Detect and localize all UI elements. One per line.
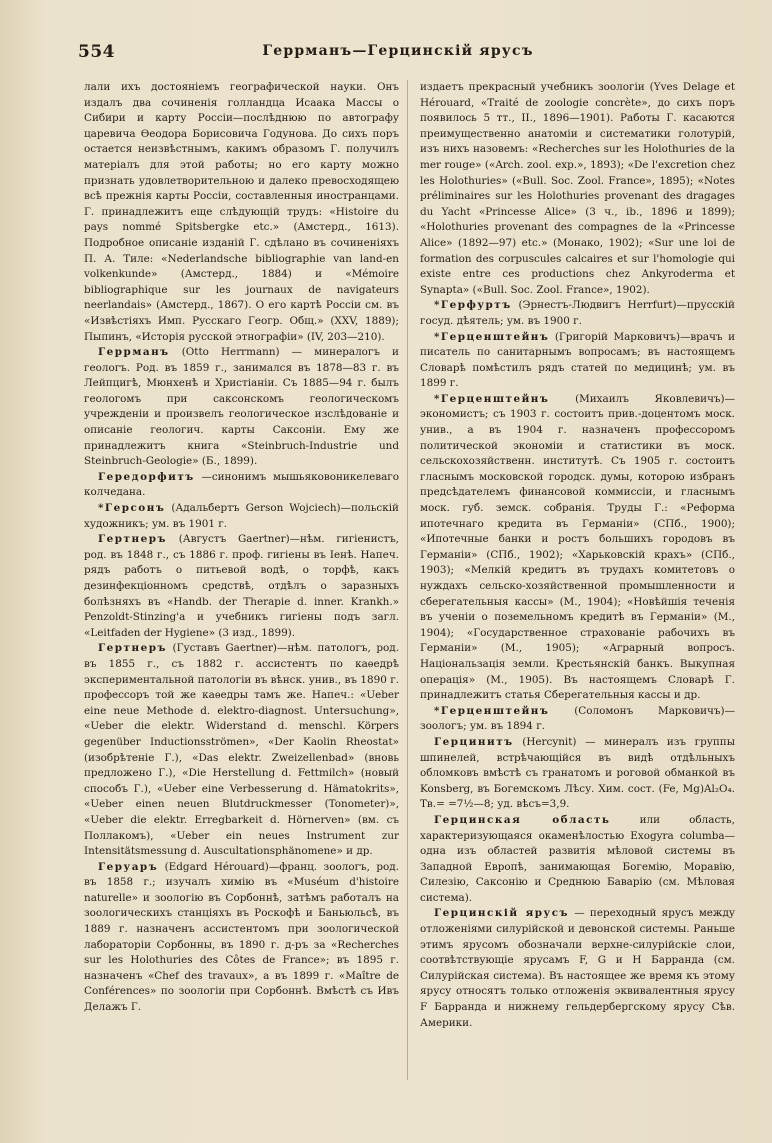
page-header [78, 42, 718, 66]
entry-text: (Адальбертъ Gerson Wojciech)—польскій художникъ; ум. въ 1901 г. [84, 502, 399, 530]
dictionary-entry [420, 906, 735, 1031]
dictionary-entry [420, 735, 735, 813]
entry-headword: *Герсонъ [98, 502, 166, 515]
entry-text: — переходный ярусъ между отложеніями силурійской и девонской системы. Раньше этимъ ярусомъ обозначали верхне-силурійскіе слои, соотвѣтствующіе ярусамъ F, G и H Барранда (см. Силурійская система). Въ настоящее же время къ этому ярусу относятъ только отложенія эквивалентныя ярусу F Барранда и нижнему гельдербергскому ярусу Сѣв. Америки. [420, 907, 735, 1029]
entry-continuation [420, 80, 735, 298]
entry-headword: *Герценштейнъ [434, 704, 550, 717]
left-column [84, 80, 399, 1016]
entry-headword: Геруаръ [98, 860, 159, 873]
entry-text: (Михаилъ Яковлевичъ)—экономистъ; съ 1903 г. состоитъ прив.-доцентомъ моск. унив., а въ 1904 г. назначенъ профессоромъ политической экономіи и статистики въ моск. сельскохозяйственн. институтѣ. Съ 1905 г. состоитъ гласнымъ московской городск. думы, которою избранъ предсѣдателемъ финансовой коммиссіи, и гласнымъ моск. губ. земск. собранія. Труды Г.: «Реформа ипотечнаго кредита въ Германіи» (СПб., 1900); «Ипотечные банки и ростъ большихъ городовъ въ Германіи» (СПб., 1902); «Харьковскій крахъ» (СПб., 1903); «Мелкій кредитъ въ трудахъ комитетовъ о нуждахъ сельско-хозяйственной промышленности и сберегательныя кассы» (М., 1904); «Новѣйшія теченія въ ученіи о поземельномъ кредитѣ въ Германіи» (М., 1904); «Государственное страхованіе рабочихъ въ Германіи» (М., 1905); «Аграрный вопросъ. Національзація земли. Крестьянскій банкъ. Выкупная операція» (М., 1905). Въ настоящемъ Словарѣ Г. принадлежитъ статья Сберегательныя кассы и др. [420, 392, 735, 702]
page-number: 554 [78, 42, 115, 62]
entry-text: (Густавъ Gaertner)—нѣм. патологъ, род. въ 1855 г., съ 1882 г. ассистентъ по каѳедрѣ экспериментальной патологіи въ вѣнск. унив., въ 1890 г. профессоръ той же каѳедры тамъ же. Напеч.: «Ueber eine neue Methode d. elektro-diagnost. Untersuchung», «Ueber die elektr. Widerstand d. menschl. Körpers gegenüber Inductionsströmen», «Der Kaolin Rheostat» (изобрѣтеніе Г.), «Das elektr. Zweizellenbad» (вновь предложено Г.), «Die Herstellung d. Fettmilch» (новый способъ Г.), «Ueber eine Verbesserung d. Hämatokrits», «Ueber einen neuen Blutdruckmesser (Tonometer)», «Ueber die elektr. Erregbarkeit d. Hörnerven» (вм. съ Поллакомъ), «Ueber ein neues Instrument zur Intensitätsmessung d. Auscultationsphänomene» и др. [84, 642, 399, 858]
entry-headword: Гертнеръ [98, 642, 167, 655]
dictionary-entry [84, 345, 399, 470]
dictionary-entry [420, 298, 735, 329]
entry-text: (Григорій Марковичъ)—врачъ и писатель по санитарнымъ вопросамъ; въ настоящемъ Словарѣ помѣстилъ рядъ статей по медицинѣ; ум. въ 1899 г. [420, 330, 735, 390]
entry-headword: *Герценштейнъ [434, 392, 550, 405]
entry-headword: Герцинскій ярусъ [434, 907, 569, 920]
dictionary-entry [420, 813, 735, 907]
dictionary-entry [84, 501, 399, 532]
entry-text: лали ихъ достояніемъ географической науки. Онъ издалъ два сочиненія голландца Исаака Массы о Сибири и карту Россіи—послѣднюю по автографу царевича Өеодора Борисовича Годунова. До сихъ поръ остается неизвѣстнымъ, какимъ образомъ Г. получилъ матеріалъ для этой работы; но его карту можно признать удовлетворительною и далеко превосходящею всѣ прежнія карты Россіи, составленныя иностранцами. Г. принадлежитъ еще слѣдующій трудъ: «Histoire du pays nommé Spitsbergke etc.» (Амстерд., 1613). Подробное описаніе изданій Г. сдѣлано въ сочиненіяхъ П. А. Тиле: «Nederlandsche bibliographie van land-en volkenkunde» (Амстерд., 1884) и «Mémoire bibliographique sur les journaux de navigateurs neerlandais» (Амстерд., 1867). О его картѣ Россіи см. въ «Извѣстіяхъ Имп. Русскаго Геогр. Общ.» (XXV, 1889); Пыпинъ, «Исторія русской этнографіи» (IV, 203—210). [84, 81, 399, 343]
dictionary-entry [420, 330, 735, 392]
entry-text: (Августъ Gaertner)—нѣм. гигіенистъ, род. въ 1848 г., съ 1886 г. проф. гигіены въ Іенѣ. Напеч. рядъ работъ о питьевой водѣ, о торфѣ, какъ дезинфекціонномъ средствѣ, отдѣлъ о заразныхъ болѣзняхъ въ «Handb. der Therapie d. inner. Krankh.» Penzoldt-Stinzing'a и учебникъ гигіены подъ загл. «Leitfaden der Hygiene» (3 изд., 1899). [84, 533, 399, 639]
entry-text: (Otto Herrmann) — минералогъ и геологъ. Род. въ 1859 г., занимался въ 1878—83 г. въ Лейпцигѣ, Мюнхенѣ и Христіаніи. Съ 1885—94 г. былъ геологомъ при саксонскомъ геологическомъ учрежденіи и произвелъ геологическое изслѣдованіе и описаніе геологич. карты Саксоніи. Ему же принадлежитъ книга «Steinbruch-Industrie und Steinbruch-Geologie» (Б., 1899). [84, 346, 399, 468]
column-divider [407, 80, 408, 1080]
entry-headword: Герцинитъ [434, 735, 514, 748]
dictionary-entry [84, 532, 399, 641]
dictionary-entry [84, 641, 399, 859]
dictionary-entry [420, 704, 735, 735]
right-column [420, 80, 735, 1031]
entry-headword: *Герфуртъ [434, 299, 512, 312]
entry-text: или область, характеризующаяся окаменѣлостью Exogyra columba—одна изъ областей развитія мѣловой системы въ Западной Европѣ, занимающая Богемію, Моравію, Силезію, Саксонію и Среднюю Баварію (см. Мѣловая система). [420, 813, 735, 904]
entry-headword: *Герценштейнъ [434, 330, 550, 343]
dictionary-entry [84, 860, 399, 1016]
running-title: Геррманъ—Герцинскій ярусъ [262, 43, 534, 59]
entry-text: издаетъ прекрасный учебникъ зоологіи (Yves Delage et Hérouard, «Traité de zoologie concrète», до сихъ поръ появилось 5 тт., II., 1896—1901). Работы Г. касаются преимущественно анатоміи и систематики голотурій, изъ нихъ назовемъ: «Recherches sur les Holothuries de la mer rouge» («Arch. zool. exp.», 1893); «De l'excretion chez les Holothuries» («Bull. Soc. Zool. France», 1895); «Notes préliminaires sur les Holothuries provenant des dragages du Yacht «Princesse Alice» (3 ч., ib., 1896 и 1899); «Holothuries provenant des compagnes de la «Princesse Alice» (1892—97) etc.» (Монако, 1902); «Sur une loi de formation des corpuscules calcaires et sur l'homologie qui existe entre ces productions chez Ankyroderma et Synapta» («Bull. Soc. Zool. France», 1902). [420, 81, 735, 296]
entry-headword: Герцинская область [434, 813, 611, 826]
dictionary-entry [84, 470, 399, 501]
entry-text: (Соломонъ Марковичъ)—зоологъ; ум. въ 1894 г. [420, 704, 735, 733]
entry-text: (Edgard Hérouard)—франц. зоологъ, род. въ 1858 г.; изучалъ химію въ «Muséum d'histoire naturelle» и зоологію въ Сорбоннѣ, затѣмъ работалъ на зоологическихъ станціяхъ въ Роскофѣ и Баньюльсѣ, въ 1889 г. назначенъ ассистентомъ при зоологической лабораторіи Сорбонны, въ 1890 г. д-ръ за «Recherches sur les Holothuries des Côtes de France»; въ 1895 г. назначенъ «Chef des travaux», а въ 1899 г. «Maître de Conférences» по зоологіи при Сорбоннѣ. Вмѣстѣ съ Ивъ Делажъ Г. [84, 860, 399, 1014]
entry-text: (Эрнестъ-Людвигъ Herrfurt)—прусскій госуд. дѣятель; ум. въ 1900 г. [420, 299, 735, 327]
entry-headword: Гертнеръ [98, 533, 167, 546]
dictionary-entry [420, 392, 735, 704]
entry-text: —синонимъ мышьяковоникелеваго колчедана. [84, 470, 399, 499]
entry-text: (Hercynit) — минералъ изъ группы шпинелей, встрѣчающійся въ видѣ отдѣльныхъ обломковъ вмѣстѣ съ гранатомъ и роговой обманкой въ Konsberg, въ Богемскомъ Лѣсу. Хим. сост. (Fe, Mg)Al₂O₄. Тв.= =7½—8; уд. вѣсъ=3,9. [420, 735, 735, 811]
entry-headword: Геррманъ [98, 346, 170, 359]
entry-continuation [84, 80, 399, 345]
entry-headword: Гередорфитъ [98, 470, 195, 483]
